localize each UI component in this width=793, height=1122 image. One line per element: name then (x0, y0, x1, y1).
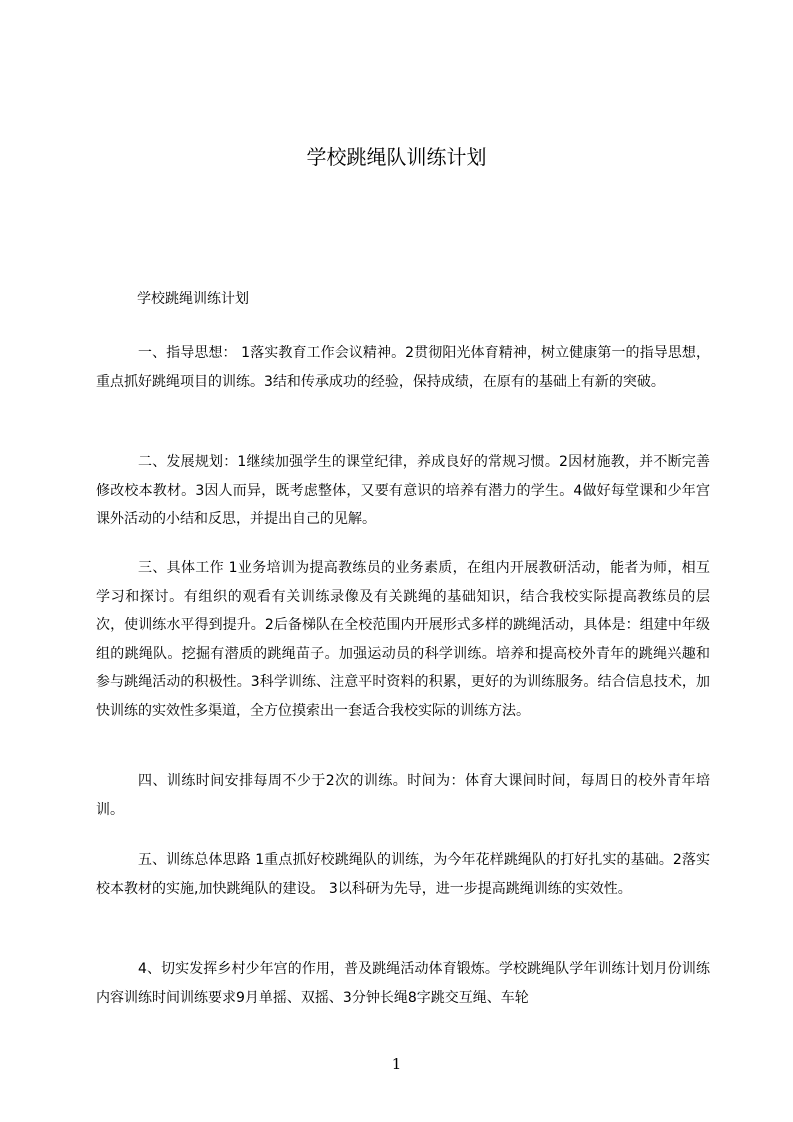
paragraph-overall-approach: 五、训练总体思路 1重点抓好校跳绳队的训练，为今年花样跳绳队的打好扎实的基础。2落实校本教材的实施,加快跳绳队的建设。 3以科研为先导，进一步提高跳绳训练的实效性。 (96, 852, 710, 897)
document-title: 学校跳绳队训练计划 (306, 145, 487, 169)
paragraph-guiding-ideology: 一、指导思想： 1落实教育工作会议精神。2贯彻阳光体育精神，树立健康第一的指导思想，重点抓好跳绳项目的训练。3结和传承成功的经验，保持成绩，在原有的基础上有新的突破。 (96, 345, 710, 390)
page-number: 1 (391, 1055, 402, 1073)
document-subtitle: 学校跳绳训练计划 (137, 291, 249, 307)
paragraph-training-schedule: 四、训练时间安排每周不少于2次的训练。时间为：体育大课间时间，每周日的校外青年培训。 (96, 773, 710, 818)
paragraph-specific-work: 三、具体工作 1业务培训为提高教练员的业务素质，在组内开展教研活动，能者为师，相互学习和探讨。有组织的观看有关训练录像及有关跳绳的基础知识，结合我校实际提高教练员的层次，使训练水平得到提升。2后备梯队在全校范围内开展形式多样的跳绳活动，具体是：组建中年级组的跳绳队。挖掘有潜质的跳绳苗子。加强运动员的科学训练。培养和提高校外青年的跳绳兴趣和参与跳绳活动的积极性。3科学训练、注意平时资料的积累，更好的为训练服务。结合信息技术，加快训练的实效性多渠道，全方位摸索出一套适合我校实际的训练方法。 (96, 560, 710, 719)
paragraph-youth-palace: 4、切实发挥乡村少年宫的作用，普及跳绳活动体育锻炼。学校跳绳队学年训练计划月份训练内容训练时间训练要求9月单摇、双摇、3分钟长绳8字跳交互绳、车轮 (96, 961, 710, 1006)
paragraph-development-plan: 二、发展规划：1继续加强学生的课堂纪律，养成良好的常规习惯。2因材施教，并不断完善修改校本教材。3因人而异，既考虑整体，又要有意识的培养有潜力的学生。4做好每堂课和少年宫课外活动的小结和反思，并提出自己的见解。 (96, 454, 710, 527)
